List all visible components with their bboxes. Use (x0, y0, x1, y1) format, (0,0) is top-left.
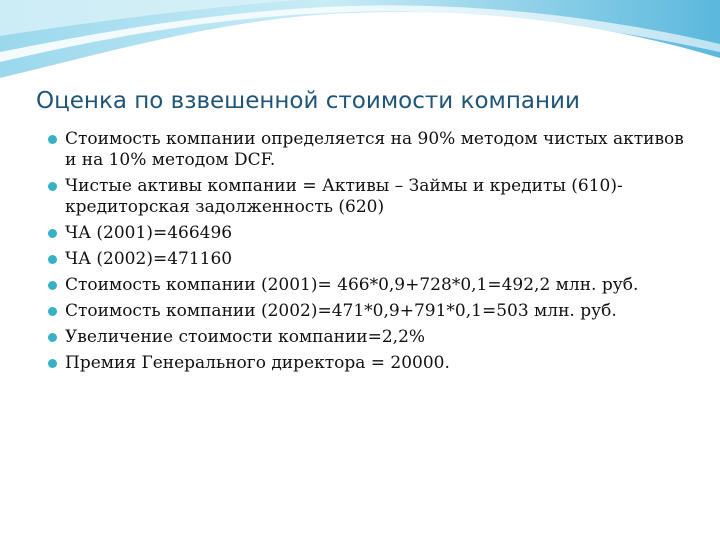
bullet-dot-icon (48, 281, 57, 290)
bullet-item (48, 353, 688, 374)
bullet-item (48, 275, 688, 296)
slide-title: Оценка по взвешенной стоимости компании (36, 88, 580, 114)
bullet-dot-icon (48, 182, 57, 191)
bullet-dot-icon (48, 135, 57, 144)
bullet-text: Увеличение стоимости компании=2,2% (65, 327, 426, 347)
bullet-dot-icon (48, 307, 57, 316)
bullet-item (48, 176, 688, 218)
bullet-text: Чистые активы компании = Активы – Займы и кредиты (610)- кредиторская задолженность (620) (65, 176, 623, 217)
bullet-list (48, 129, 688, 379)
header-wave-decoration (0, 0, 720, 90)
bullet-dot-icon (48, 333, 57, 342)
bullet-text: Стоимость компании (2002)=471*0,9+791*0,1=503 млн. руб. (65, 301, 617, 321)
bullet-item (48, 249, 688, 270)
bullet-item (48, 223, 688, 244)
bullet-dot-icon (48, 255, 57, 264)
bullet-text: Стоимость компании определяется на 90% методом чистых активов и на 10% методом DCF. (65, 129, 684, 170)
bullet-text: Стоимость компании (2001)= 466*0,9+728*0,1=492,2 млн. руб. (65, 275, 639, 295)
bullet-item (48, 327, 688, 348)
bullet-item (48, 129, 688, 171)
bullet-text: ЧА (2002)=471160 (65, 249, 233, 269)
bullet-item (48, 301, 688, 322)
bullet-text: Премия Генерального директора = 20000. (65, 353, 450, 373)
bullet-dot-icon (48, 359, 57, 368)
bullet-text: ЧА (2001)=466496 (65, 223, 233, 243)
bullet-dot-icon (48, 229, 57, 238)
